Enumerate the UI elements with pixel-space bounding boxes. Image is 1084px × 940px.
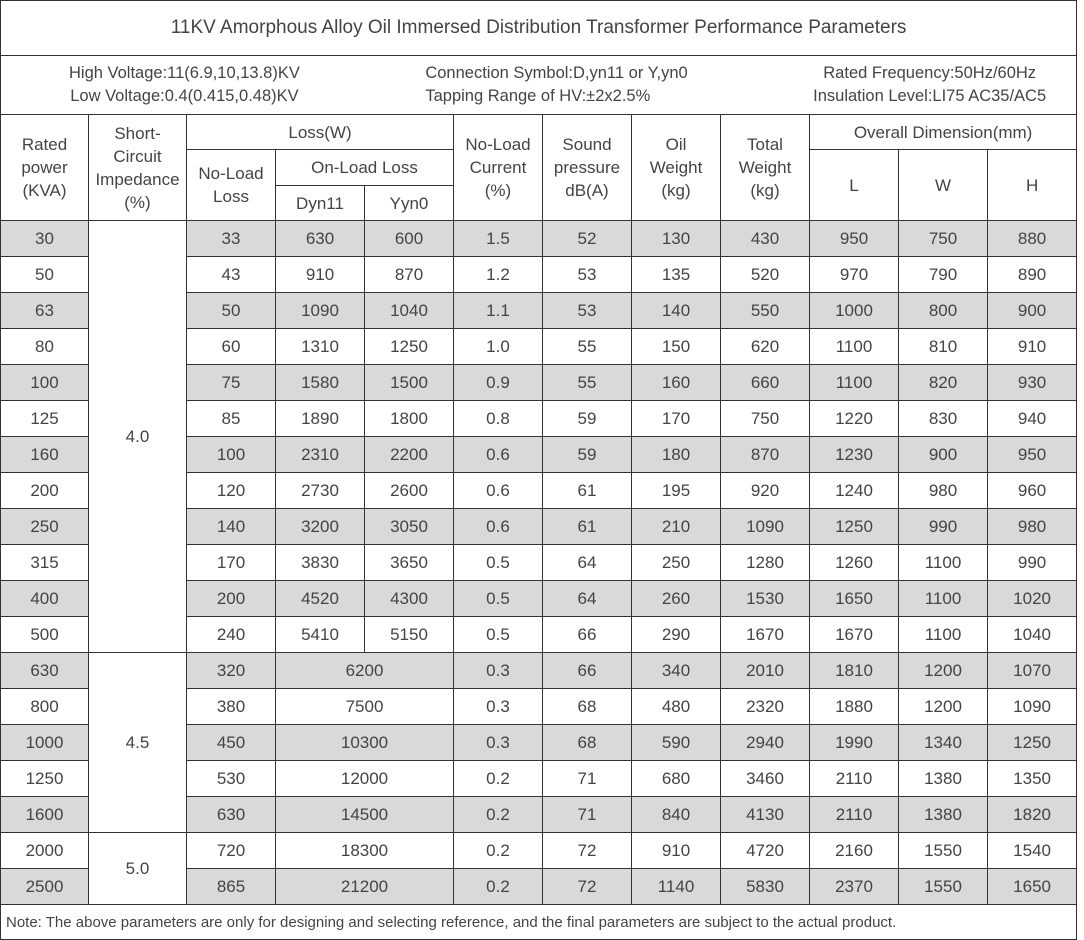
no-load-loss-cell: 85 [187, 401, 276, 437]
rated-power-cell: 800 [1, 689, 89, 725]
dimension-l-cell: 2370 [810, 869, 899, 905]
dimension-h-cell: 1250 [988, 725, 1077, 761]
sound-pressure-cell: 71 [543, 761, 632, 797]
yyn0-loss-cell: 2600 [365, 473, 454, 509]
header-no-load-loss: No-Load Loss [187, 150, 276, 221]
total-weight-cell: 660 [721, 365, 810, 401]
rated-power-cell: 400 [1, 581, 89, 617]
no-load-current-cell: 0.2 [454, 797, 543, 833]
oil-weight-cell: 170 [632, 401, 721, 437]
dimension-w-cell: 1100 [899, 581, 988, 617]
dimension-h-cell: 1650 [988, 869, 1077, 905]
note-row [1, 905, 1077, 940]
total-weight-cell: 3460 [721, 761, 810, 797]
rated-power-cell: 200 [1, 473, 89, 509]
dimension-w-cell: 1380 [899, 797, 988, 833]
dimension-l-cell: 1000 [810, 293, 899, 329]
dimension-w-cell: 980 [899, 473, 988, 509]
connection-info [425, 62, 687, 108]
header-impedance: Short- Circuit Impedance (%) [89, 115, 187, 221]
no-load-loss-cell: 200 [187, 581, 276, 617]
oil-weight-cell: 210 [632, 509, 721, 545]
rated-power-cell: 1000 [1, 725, 89, 761]
yyn0-loss-cell: 1250 [365, 329, 454, 365]
dimension-h-cell: 930 [988, 365, 1077, 401]
dimension-h-cell: 940 [988, 401, 1077, 437]
dimension-l-cell: 950 [810, 221, 899, 257]
no-load-loss-cell: 380 [187, 689, 276, 725]
high-voltage: High Voltage:11(6.9,10,13.8)KV [69, 64, 300, 82]
total-weight-cell: 550 [721, 293, 810, 329]
total-weight-cell: 1670 [721, 617, 810, 653]
insulation-level: Insulation Level:LI75 AC35/AC5 [813, 87, 1047, 105]
oil-weight-cell: 590 [632, 725, 721, 761]
sound-pressure-cell: 52 [543, 221, 632, 257]
impedance-cell: 4.0 [89, 221, 187, 653]
no-load-loss-cell: 50 [187, 293, 276, 329]
dyn11-loss-cell: 1890 [276, 401, 365, 437]
sound-pressure-cell: 72 [543, 869, 632, 905]
header-rated-power: Rated power (KVA) [1, 115, 89, 221]
dimension-h-cell: 980 [988, 509, 1077, 545]
sound-pressure-cell: 59 [543, 401, 632, 437]
dimension-l-cell: 1240 [810, 473, 899, 509]
dimension-l-cell: 2160 [810, 833, 899, 869]
total-weight-cell: 4720 [721, 833, 810, 869]
no-load-loss-cell: 530 [187, 761, 276, 797]
dimension-h-cell: 1540 [988, 833, 1077, 869]
no-load-current-cell: 1.5 [454, 221, 543, 257]
no-load-loss-cell: 60 [187, 329, 276, 365]
rated-power-cell: 315 [1, 545, 89, 581]
no-load-loss-cell: 43 [187, 257, 276, 293]
dimension-w-cell: 820 [899, 365, 988, 401]
no-load-loss-cell: 320 [187, 653, 276, 689]
dimension-h-cell: 1040 [988, 617, 1077, 653]
oil-weight-cell: 910 [632, 833, 721, 869]
yyn0-loss-cell: 1800 [365, 401, 454, 437]
dimension-h-cell: 910 [988, 329, 1077, 365]
no-load-loss-cell: 33 [187, 221, 276, 257]
sound-pressure-cell: 64 [543, 581, 632, 617]
no-load-current-cell: 0.6 [454, 509, 543, 545]
oil-weight-cell: 130 [632, 221, 721, 257]
yyn0-loss-cell: 870 [365, 257, 454, 293]
rated-power-cell: 50 [1, 257, 89, 293]
dimension-w-cell: 830 [899, 401, 988, 437]
page-title: 11KV Amorphous Alloy Oil Immersed Distribution Transformer Performance Parameters [1, 1, 1077, 56]
sound-pressure-cell: 53 [543, 257, 632, 293]
footnote: Note: The above parameters are only for designing and selecting reference, and the final parameters are subject to the actual product. [1, 905, 1077, 940]
header-on-load-loss: On-Load Loss [276, 150, 454, 186]
sound-pressure-cell: 53 [543, 293, 632, 329]
rated-power-cell: 30 [1, 221, 89, 257]
header-sound-pressure: Sound pressure dB(A) [543, 115, 632, 221]
header-loss: Loss(W) [187, 115, 454, 150]
oil-weight-cell: 1140 [632, 869, 721, 905]
dimension-w-cell: 1380 [899, 761, 988, 797]
no-load-loss-cell: 240 [187, 617, 276, 653]
dimension-l-cell: 1220 [810, 401, 899, 437]
oil-weight-cell: 160 [632, 365, 721, 401]
header-overall-dimension: Overall Dimension(mm) [810, 115, 1077, 150]
total-weight-cell: 520 [721, 257, 810, 293]
connection-symbol: Connection Symbol:D,yn11 or Y,yn0 [425, 64, 688, 82]
sound-pressure-cell: 55 [543, 329, 632, 365]
dimension-w-cell: 790 [899, 257, 988, 293]
rated-power-cell: 630 [1, 653, 89, 689]
rated-power-cell: 125 [1, 401, 89, 437]
oil-weight-cell: 140 [632, 293, 721, 329]
oil-weight-cell: 195 [632, 473, 721, 509]
sound-pressure-cell: 68 [543, 689, 632, 725]
dimension-h-cell: 1820 [988, 797, 1077, 833]
on-load-loss-cell: 18300 [276, 833, 454, 869]
rated-power-cell: 2000 [1, 833, 89, 869]
no-load-loss-cell: 100 [187, 437, 276, 473]
dimension-h-cell: 1350 [988, 761, 1077, 797]
oil-weight-cell: 480 [632, 689, 721, 725]
header-total-weight: Total Weight (kg) [721, 115, 810, 221]
dimension-l-cell: 1650 [810, 581, 899, 617]
yyn0-loss-cell: 1500 [365, 365, 454, 401]
oil-weight-cell: 150 [632, 329, 721, 365]
dimension-l-cell: 1810 [810, 653, 899, 689]
header-oil-weight: Oil Weight (kg) [632, 115, 721, 221]
dimension-w-cell: 990 [899, 509, 988, 545]
table-row [1, 833, 1077, 869]
dyn11-loss-cell: 1090 [276, 293, 365, 329]
no-load-current-cell: 0.6 [454, 473, 543, 509]
no-load-loss-cell: 630 [187, 797, 276, 833]
dimension-l-cell: 1250 [810, 509, 899, 545]
total-weight-cell: 2320 [721, 689, 810, 725]
dimension-w-cell: 900 [899, 437, 988, 473]
dimension-l-cell: 2110 [810, 797, 899, 833]
oil-weight-cell: 680 [632, 761, 721, 797]
rated-power-cell: 63 [1, 293, 89, 329]
tapping-range: Tapping Range of HV:±2x2.5% [425, 87, 651, 105]
dimension-l-cell: 1230 [810, 437, 899, 473]
no-load-current-cell: 0.3 [454, 725, 543, 761]
total-weight-cell: 2940 [721, 725, 810, 761]
dimension-l-cell: 1670 [810, 617, 899, 653]
dimension-h-cell: 990 [988, 545, 1077, 581]
oil-weight-cell: 290 [632, 617, 721, 653]
dimension-h-cell: 880 [988, 221, 1077, 257]
no-load-current-cell: 1.2 [454, 257, 543, 293]
dimension-l-cell: 1990 [810, 725, 899, 761]
rated-power-cell: 80 [1, 329, 89, 365]
total-weight-cell: 1530 [721, 581, 810, 617]
sound-pressure-cell: 64 [543, 545, 632, 581]
dimension-l-cell: 1260 [810, 545, 899, 581]
dimension-w-cell: 1550 [899, 833, 988, 869]
on-load-loss-cell: 10300 [276, 725, 454, 761]
rated-power-cell: 2500 [1, 869, 89, 905]
impedance-cell: 5.0 [89, 833, 187, 905]
sound-pressure-cell: 66 [543, 617, 632, 653]
rated-power-cell: 500 [1, 617, 89, 653]
dimension-w-cell: 750 [899, 221, 988, 257]
oil-weight-cell: 180 [632, 437, 721, 473]
dimension-w-cell: 1200 [899, 653, 988, 689]
dyn11-loss-cell: 4520 [276, 581, 365, 617]
sound-pressure-cell: 68 [543, 725, 632, 761]
no-load-loss-cell: 120 [187, 473, 276, 509]
dimension-w-cell: 1340 [899, 725, 988, 761]
rated-power-cell: 1250 [1, 761, 89, 797]
rated-frequency: Rated Frequency:50Hz/60Hz [823, 64, 1037, 82]
dimension-h-cell: 960 [988, 473, 1077, 509]
sound-pressure-cell: 66 [543, 653, 632, 689]
no-load-current-cell: 1.0 [454, 329, 543, 365]
sound-pressure-cell: 59 [543, 437, 632, 473]
dimension-w-cell: 800 [899, 293, 988, 329]
oil-weight-cell: 135 [632, 257, 721, 293]
no-load-current-cell: 0.3 [454, 653, 543, 689]
dyn11-loss-cell: 2730 [276, 473, 365, 509]
no-load-current-cell: 0.5 [454, 581, 543, 617]
dimension-l-cell: 1100 [810, 365, 899, 401]
dyn11-loss-cell: 910 [276, 257, 365, 293]
header-no-load-current: No-Load Current (%) [454, 115, 543, 221]
total-weight-cell: 5830 [721, 869, 810, 905]
no-load-loss-cell: 75 [187, 365, 276, 401]
dimension-l-cell: 970 [810, 257, 899, 293]
dyn11-loss-cell: 1580 [276, 365, 365, 401]
dimension-w-cell: 1200 [899, 689, 988, 725]
header-yyn0: Yyn0 [365, 186, 454, 221]
on-load-loss-cell: 7500 [276, 689, 454, 725]
dimension-w-cell: 810 [899, 329, 988, 365]
dimension-h-cell: 950 [988, 437, 1077, 473]
total-weight-cell: 920 [721, 473, 810, 509]
table-row [1, 653, 1077, 689]
impedance-cell: 4.5 [89, 653, 187, 833]
dyn11-loss-cell: 5410 [276, 617, 365, 653]
total-weight-cell: 430 [721, 221, 810, 257]
on-load-loss-cell: 6200 [276, 653, 454, 689]
total-weight-cell: 2010 [721, 653, 810, 689]
dyn11-loss-cell: 2310 [276, 437, 365, 473]
dimension-h-cell: 1070 [988, 653, 1077, 689]
no-load-current-cell: 0.2 [454, 833, 543, 869]
total-weight-cell: 620 [721, 329, 810, 365]
rated-power-cell: 250 [1, 509, 89, 545]
dimension-l-cell: 1100 [810, 329, 899, 365]
on-load-loss-cell: 12000 [276, 761, 454, 797]
sound-pressure-cell: 71 [543, 797, 632, 833]
header-dim-h: H [988, 150, 1077, 221]
oil-weight-cell: 260 [632, 581, 721, 617]
header-dim-w: W [899, 150, 988, 221]
sound-pressure-cell: 61 [543, 509, 632, 545]
sound-pressure-cell: 72 [543, 833, 632, 869]
no-load-current-cell: 0.8 [454, 401, 543, 437]
no-load-current-cell: 0.3 [454, 689, 543, 725]
sound-pressure-cell: 55 [543, 365, 632, 401]
on-load-loss-cell: 14500 [276, 797, 454, 833]
yyn0-loss-cell: 2200 [365, 437, 454, 473]
no-load-current-cell: 0.2 [454, 761, 543, 797]
rated-power-cell: 1600 [1, 797, 89, 833]
yyn0-loss-cell: 600 [365, 221, 454, 257]
total-weight-cell: 4130 [721, 797, 810, 833]
no-load-loss-cell: 450 [187, 725, 276, 761]
oil-weight-cell: 840 [632, 797, 721, 833]
header-dyn11: Dyn11 [276, 186, 365, 221]
header-dim-l: L [810, 150, 899, 221]
yyn0-loss-cell: 3050 [365, 509, 454, 545]
yyn0-loss-cell: 5150 [365, 617, 454, 653]
no-load-current-cell: 1.1 [454, 293, 543, 329]
no-load-loss-cell: 140 [187, 509, 276, 545]
yyn0-loss-cell: 1040 [365, 293, 454, 329]
no-load-current-cell: 0.5 [454, 617, 543, 653]
dimension-w-cell: 1100 [899, 545, 988, 581]
no-load-loss-cell: 720 [187, 833, 276, 869]
dyn11-loss-cell: 630 [276, 221, 365, 257]
total-weight-cell: 1280 [721, 545, 810, 581]
yyn0-loss-cell: 4300 [365, 581, 454, 617]
frequency-info [813, 62, 1046, 108]
table-row [1, 221, 1077, 257]
dimension-l-cell: 1880 [810, 689, 899, 725]
dimension-h-cell: 1020 [988, 581, 1077, 617]
low-voltage: Low Voltage:0.4(0.415,0.48)KV [70, 87, 299, 105]
dimension-w-cell: 1100 [899, 617, 988, 653]
no-load-loss-cell: 170 [187, 545, 276, 581]
on-load-loss-cell: 21200 [276, 869, 454, 905]
no-load-current-cell: 0.5 [454, 545, 543, 581]
dimension-h-cell: 890 [988, 257, 1077, 293]
oil-weight-cell: 340 [632, 653, 721, 689]
dimension-h-cell: 900 [988, 293, 1077, 329]
rated-power-cell: 160 [1, 437, 89, 473]
no-load-current-cell: 0.2 [454, 869, 543, 905]
no-load-current-cell: 0.6 [454, 437, 543, 473]
no-load-loss-cell: 865 [187, 869, 276, 905]
oil-weight-cell: 250 [632, 545, 721, 581]
sound-pressure-cell: 61 [543, 473, 632, 509]
dimension-h-cell: 1090 [988, 689, 1077, 725]
dyn11-loss-cell: 3830 [276, 545, 365, 581]
total-weight-cell: 1090 [721, 509, 810, 545]
rated-power-cell: 100 [1, 365, 89, 401]
yyn0-loss-cell: 3650 [365, 545, 454, 581]
total-weight-cell: 870 [721, 437, 810, 473]
dyn11-loss-cell: 1310 [276, 329, 365, 365]
spec-summary [1, 56, 1077, 115]
no-load-current-cell: 0.9 [454, 365, 543, 401]
voltage-info [69, 62, 300, 108]
total-weight-cell: 750 [721, 401, 810, 437]
dimension-w-cell: 1550 [899, 869, 988, 905]
dimension-l-cell: 2110 [810, 761, 899, 797]
dyn11-loss-cell: 3200 [276, 509, 365, 545]
